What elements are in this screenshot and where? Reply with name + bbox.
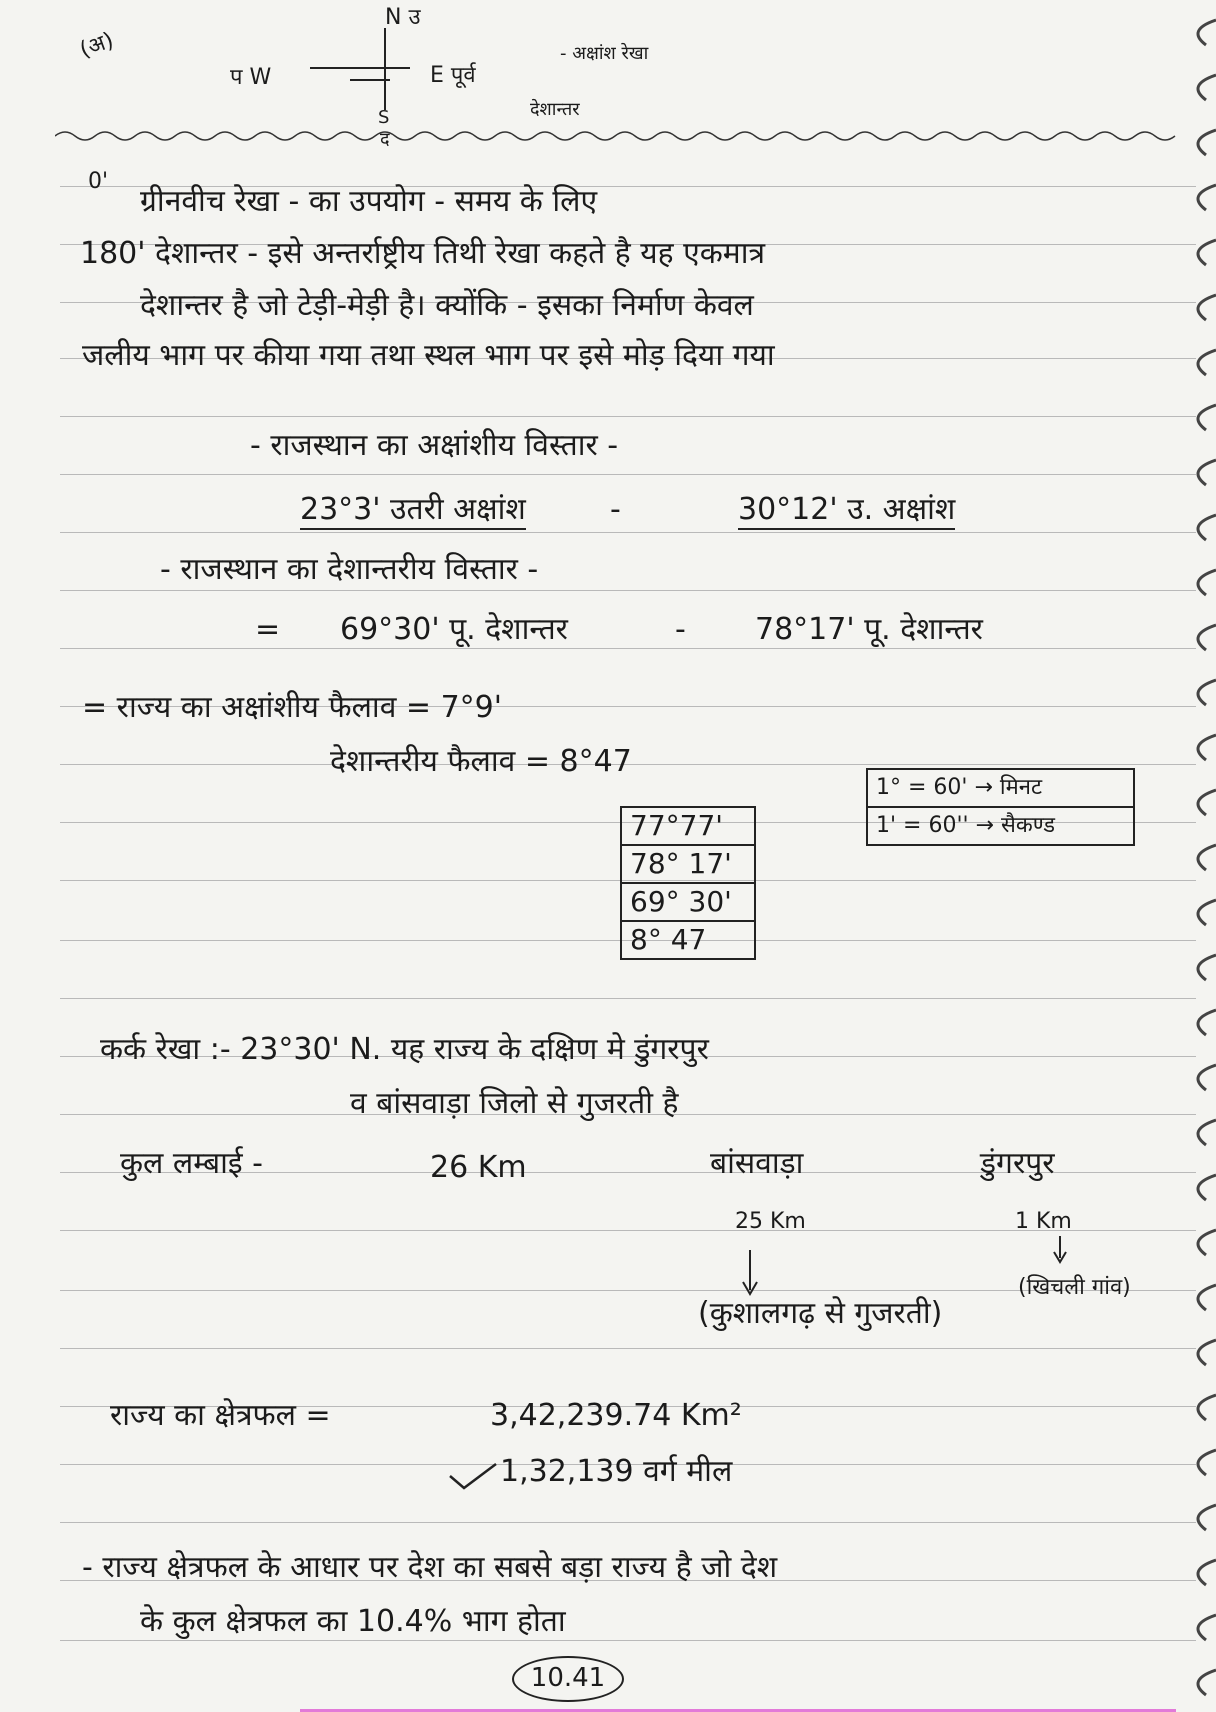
ruled-line — [60, 1640, 1196, 1641]
compass-south-hindi: द — [380, 129, 390, 150]
banswara-km: 25 Km — [735, 1209, 806, 1234]
ruled-line — [60, 416, 1196, 417]
corner-mark: (अ) — [76, 27, 118, 64]
area-label: राज्य का क्षेत्रफल = — [110, 1398, 331, 1433]
compass-note-latitude: - अक्षांश रेखा — [560, 43, 649, 64]
down-arrow-icon — [740, 1250, 760, 1300]
ruled-line — [60, 1348, 1196, 1349]
compass-north: N उ — [385, 5, 421, 30]
tropic-line-1: कर्क रेखा :- 23°30' N. यह राज्य के दक्षिण मे डुंगरपुर — [100, 1032, 709, 1067]
long-to: 78°17' पू. देशान्तर — [755, 612, 983, 647]
kushalgarh-note: (कुशालगढ़ से गुजरती) — [698, 1296, 943, 1331]
calc-box — [620, 806, 756, 960]
length-label: कुल लम्बाई - — [120, 1146, 263, 1181]
dungarpur-label: डुंगरपुर — [980, 1146, 1055, 1181]
long-heading: - राजस्थान का देशान्तरीय विस्तार - — [160, 552, 539, 587]
lat-to: 30°12' उ. अक्षांश — [738, 492, 955, 530]
long-eq: = — [255, 612, 281, 647]
lat-from: 23°3' उतरी अक्षांश — [300, 492, 526, 530]
ruled-line — [60, 998, 1196, 999]
lat-heading: - राजस्थान का अक्षांशीय विस्तार - — [250, 428, 619, 463]
greenwich-line: ग्रीनवीच रेखा - का उपयोग - समय के लिए — [140, 184, 598, 219]
idl-line-2: देशान्तर है जो टेड़ी-मेड़ी है। क्योंकि - इसका निर्माण केवल — [140, 288, 754, 323]
compass-note-longitude: देशान्तर — [530, 99, 580, 120]
area-miles: 1,32,139 वर्ग मील — [500, 1454, 733, 1489]
length-value: 26 Km — [430, 1150, 527, 1185]
banswara-label: बांसवाड़ा — [710, 1146, 804, 1181]
idl-line-1: 180' देशान्तर - इसे अन्तर्राष्ट्रीय तिथी रेखा कहते है यह एकमात्र — [80, 236, 766, 271]
area-km: 3,42,239.74 Km² — [490, 1398, 742, 1433]
conversion-row: 1° = 60' → मिनट — [868, 770, 1133, 808]
area-note-2: के कुल क्षेत्रफल का 10.4% भाग होता — [140, 1604, 566, 1639]
circled-value: 10.41 — [512, 1656, 624, 1702]
dungarpur-km: 1 Km — [1015, 1209, 1072, 1234]
greenwich-degree: 0' — [88, 169, 109, 194]
ruled-line — [60, 1522, 1196, 1523]
idl-line-3: जलीय भाग पर कीया गया तथा स्थल भाग पर इसे मोड़ दिया गया — [82, 338, 775, 373]
long-dash: - — [675, 612, 686, 647]
long-span: देशान्तरीय फैलाव = 8°47 — [330, 744, 632, 779]
check-mark-icon — [448, 1462, 498, 1492]
conversion-box — [866, 768, 1135, 846]
village-note: (खिचली गांव) — [1018, 1275, 1131, 1300]
lat-span: = राज्य का अक्षांशीय फैलाव = 7°9' — [82, 690, 503, 725]
compass-west: प W — [230, 65, 272, 90]
calc-row: 78° 17' — [622, 846, 754, 884]
tropic-line-2: व बांसवाड़ा जिलो से गुजरती है — [350, 1086, 679, 1121]
ruled-line — [60, 648, 1196, 649]
down-arrow-icon — [1050, 1236, 1070, 1266]
ruled-line — [60, 590, 1196, 591]
long-from: 69°30' पू. देशान्तर — [340, 612, 568, 647]
calc-row: 77°77' — [622, 808, 754, 846]
conversion-row: 1' = 60'' → सैकण्ड — [876, 813, 1055, 838]
compass-east: E पूर्व — [430, 63, 476, 88]
area-note-1: - राज्य क्षेत्रफल के आधार पर देश का सबसे बड़ा राज्य है जो देश — [82, 1550, 778, 1585]
spiral-binding — [1156, 0, 1216, 1712]
ruled-line — [60, 532, 1196, 533]
calc-row: 8° 47 — [630, 923, 707, 956]
ruled-line — [60, 474, 1196, 475]
lat-dash: - — [610, 492, 621, 527]
calc-row: 69° 30' — [622, 884, 754, 922]
compass-south: S — [378, 107, 390, 128]
